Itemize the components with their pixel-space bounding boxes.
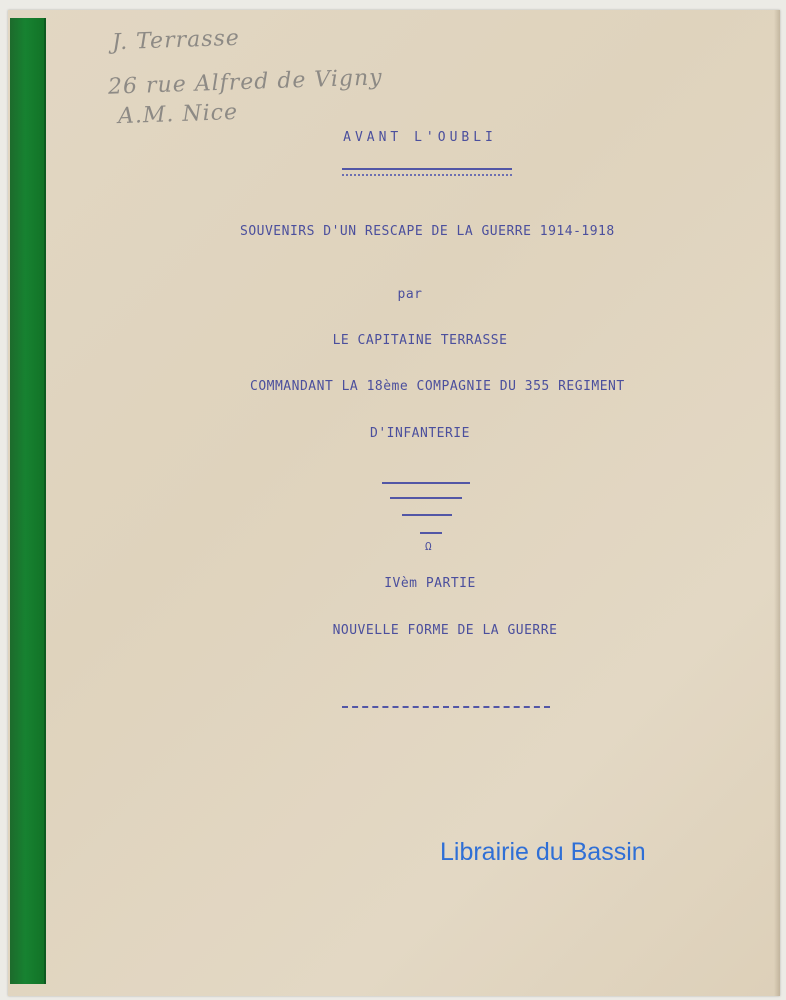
- closing-rule: [342, 706, 550, 710]
- document-sheet: [8, 10, 780, 996]
- decorative-rule-2: [390, 497, 462, 501]
- part-title: NOUVELLE FORME DE LA GUERRE: [332, 623, 558, 638]
- document-title: AVANT L'OUBLI: [343, 130, 497, 145]
- infantry-line: D'INFANTERIE: [370, 426, 470, 441]
- green-binding-strip: [10, 18, 46, 984]
- decorative-rule-1: [382, 482, 470, 486]
- bookseller-watermark: Librairie du Bassin: [440, 838, 646, 866]
- document-subtitle: SOUVENIRS D'UN RESCAPE DE LA GUERRE 1914-1918: [240, 224, 615, 239]
- command-line: COMMANDANT LA 18ème COMPAGNIE DU 355 REGIMENT: [250, 379, 625, 394]
- decorative-rule-4: [420, 532, 442, 536]
- title-underline: [342, 168, 512, 176]
- decorative-rule-3: [402, 514, 452, 518]
- part-number: IVèm PARTIE: [384, 576, 476, 591]
- by-word: par: [397, 287, 423, 302]
- handwritten-address: 26 rue Alfred de Vigny: [107, 65, 384, 100]
- handwritten-name: J. Terrasse: [111, 25, 241, 56]
- handwritten-city: A.M. Nice: [117, 99, 239, 130]
- author-line: LE CAPITAINE TERRASSE: [332, 333, 508, 348]
- decorative-mark: Ω: [425, 540, 432, 553]
